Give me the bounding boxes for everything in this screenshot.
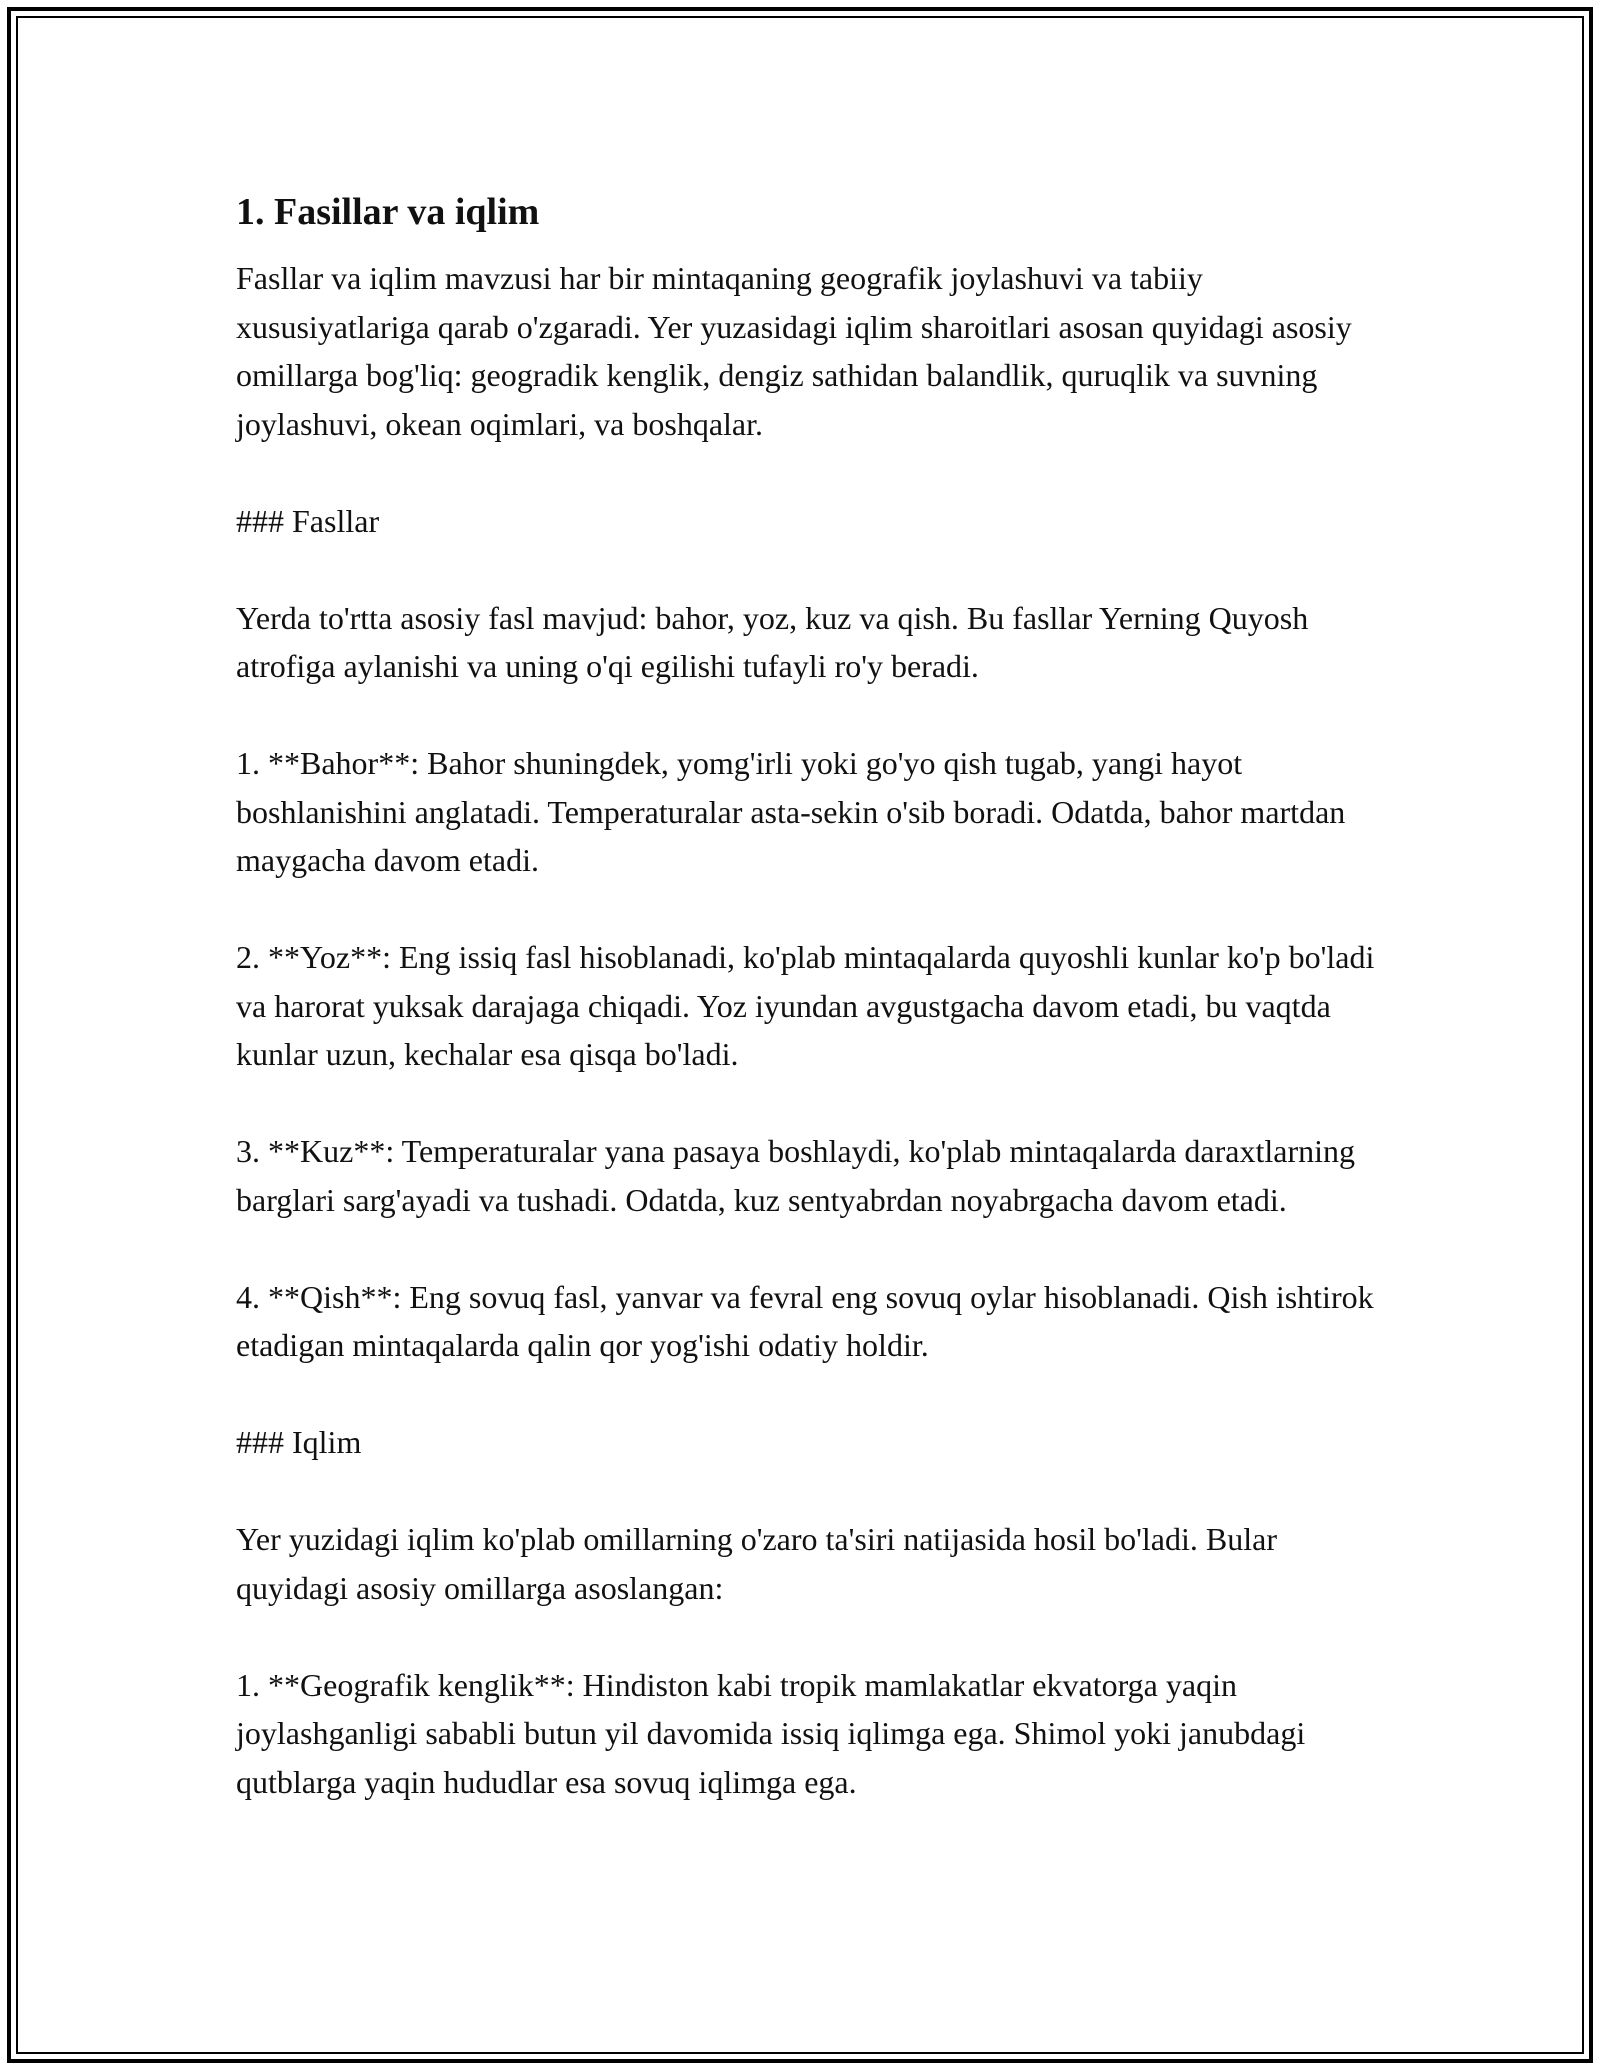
seasons-paragraph: Yerda to'rtta asosiy fasl mavjud: bahor, yoz, kuz va qish. Bu fasllar Yerning Quyosh atrofiga aylanishi va uning o'qi egilishi tufayli ro'y beradi.: [236, 599, 1309, 684]
document-body: [236, 188, 1376, 1855]
section-heading-fasllar: ### Fasllar: [236, 502, 380, 539]
list-item-qish: 4. **Qish**: Eng sovuq fasl, yanvar va fevral eng sovuq oylar hisoblanadi. Qish ishtirok etadigan mintaqalarda qalin qor yog'ishi odatiy holdir.: [236, 1278, 1374, 1363]
list-item-bahor: 1. **Bahor**: Bahor shuningdek, yomg'irli yoki go'yo qish tugab, yangi hayot boshlanishini anglatadi. Temperaturalar asta-sekin o'sib boradi. Odatda, bahor martdan maygacha davom etadi.: [236, 745, 1346, 878]
intro-paragraph: Fasllar va iqlim mavzusi har bir mintaqaning geografik joylashuvi va tabiiy xususiyatlariga qarab o'zgaradi. Yer yuzasidagi iqlim sharoitlari asosan quyidagi asosiy omillarga bog'liq: geogradik kenglik, dengiz sathidan balandlik, quruqlik va suvning joylashuvi, okean oqimlari, va boshqalar.: [236, 260, 1352, 442]
section-heading-iqlim: ### Iqlim: [236, 1424, 362, 1460]
climate-paragraph: Yer yuzidagi iqlim ko'plab omillarning o'zaro ta'siri natijasida hosil bo'ladi. Bular quyidagi asosiy omillarga asoslangan:: [236, 1521, 1277, 1606]
document-title: 1. Fasillar va iqlim: [236, 191, 540, 233]
list-item-yoz: 2. **Yoz**: Eng issiq fasl hisoblanadi, ko'plab mintaqalarda quyoshli kunlar ko'p bo'ladi va harorat yuksak darajaga chiqadi. Yoz iyundan avgustgacha davom etadi, bu vaqtda kunlar uzun, kechalar esa qisqa bo'ladi.: [236, 939, 1375, 1072]
list-item-geografik-kenglik: 1. **Geografik kenglik**: Hindiston kabi tropik mamlakatlar ekvatorga yaqin joylashganligi sababli butun yil davomida issiq iqlimga ega. Shimol yoki janubdagi qutblarga yaqin hududlar esa sovuq iqlimga ega.: [236, 1666, 1306, 1800]
list-item-kuz: 3. **Kuz**: Temperaturalar yana pasaya boshlaydi, ko'plab mintaqalarda daraxtlarning barglari sarg'ayadi va tushadi. Odatda, kuz sentyabrdan noyabrgacha davom etadi.: [236, 1133, 1355, 1218]
